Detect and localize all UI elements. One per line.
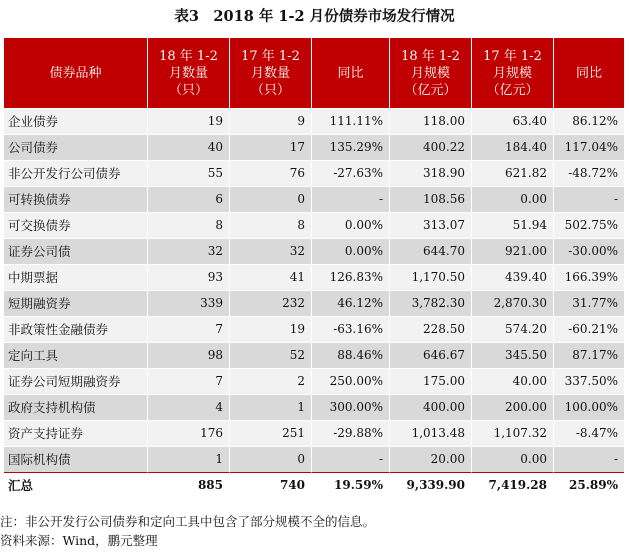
total-value-cell: 7,419.28 bbox=[472, 472, 554, 498]
bond-type-cell: 公司债券 bbox=[4, 134, 148, 160]
total-label-cell: 汇总 bbox=[4, 472, 148, 498]
value-cell: 1,170.50 bbox=[390, 264, 472, 290]
value-cell: 118.00 bbox=[390, 108, 472, 134]
value-cell: 31.77% bbox=[554, 290, 624, 316]
column-header bbox=[230, 38, 312, 108]
column-header bbox=[4, 38, 148, 108]
value-cell: -63.16% bbox=[312, 316, 390, 342]
value-cell: 337.50% bbox=[554, 368, 624, 394]
column-header-line: （只） bbox=[250, 82, 290, 98]
column-header-line: 债券品种 bbox=[49, 65, 102, 81]
value-cell: 300.00% bbox=[312, 394, 390, 420]
value-cell: 0 bbox=[230, 186, 312, 212]
bond-type-cell: 企业债券 bbox=[4, 108, 148, 134]
value-cell: 17 bbox=[230, 134, 312, 160]
value-cell: - bbox=[554, 446, 624, 472]
value-cell: 644.70 bbox=[390, 238, 472, 264]
data-source: 资料来源：Wind，鹏元整理 bbox=[0, 533, 158, 548]
table-row bbox=[4, 420, 624, 446]
column-header bbox=[148, 38, 230, 108]
value-cell: -29.88% bbox=[312, 420, 390, 446]
value-cell: 313.07 bbox=[390, 212, 472, 238]
value-cell: 41 bbox=[230, 264, 312, 290]
table-title: 表3 2018 年 1-2 月份债券市场发行情况 bbox=[174, 8, 455, 25]
total-value-cell: 885 bbox=[148, 472, 230, 498]
value-cell: 76 bbox=[230, 160, 312, 186]
value-cell: 4 bbox=[148, 394, 230, 420]
value-cell: 88.46% bbox=[312, 342, 390, 368]
column-header bbox=[390, 38, 472, 108]
table-row bbox=[4, 290, 624, 316]
value-cell: 3,782.30 bbox=[390, 290, 472, 316]
bond-type-cell: 可交换债券 bbox=[4, 212, 148, 238]
value-cell: 87.17% bbox=[554, 342, 624, 368]
value-cell: 19 bbox=[230, 316, 312, 342]
table-header-row bbox=[4, 38, 624, 108]
value-cell: 55 bbox=[148, 160, 230, 186]
value-cell: 32 bbox=[230, 238, 312, 264]
value-cell: 9 bbox=[230, 108, 312, 134]
table-body bbox=[4, 108, 624, 498]
bond-type-cell: 中期票据 bbox=[4, 264, 148, 290]
value-cell: 6 bbox=[148, 186, 230, 212]
value-cell: -48.72% bbox=[554, 160, 624, 186]
value-cell: 32 bbox=[148, 238, 230, 264]
table-row bbox=[4, 316, 624, 342]
value-cell: 63.40 bbox=[472, 108, 554, 134]
column-header-line: 同比 bbox=[575, 65, 602, 81]
bond-type-cell: 资产支持证券 bbox=[4, 420, 148, 446]
value-cell: 184.40 bbox=[472, 134, 554, 160]
value-cell: 40.00 bbox=[472, 368, 554, 394]
column-header-line: 17 年 1-2 bbox=[241, 48, 300, 64]
value-cell: -60.21% bbox=[554, 316, 624, 342]
value-cell: 574.20 bbox=[472, 316, 554, 342]
table-row bbox=[4, 368, 624, 394]
value-cell: 1 bbox=[148, 446, 230, 472]
value-cell: 251 bbox=[230, 420, 312, 446]
table-row bbox=[4, 160, 624, 186]
total-row bbox=[4, 472, 624, 498]
value-cell: 52 bbox=[230, 342, 312, 368]
table-row bbox=[4, 134, 624, 160]
value-cell: 51.94 bbox=[472, 212, 554, 238]
value-cell: 175.00 bbox=[390, 368, 472, 394]
value-cell: 318.90 bbox=[390, 160, 472, 186]
value-cell: 0.00 bbox=[472, 446, 554, 472]
value-cell: 232 bbox=[230, 290, 312, 316]
value-cell: 200.00 bbox=[472, 394, 554, 420]
table-row bbox=[4, 446, 624, 472]
column-header-line: 18 年 1-2 bbox=[159, 48, 218, 64]
total-value-cell: 740 bbox=[230, 472, 312, 498]
value-cell: -30.00% bbox=[554, 238, 624, 264]
value-cell: 0.00% bbox=[312, 238, 390, 264]
value-cell: 40 bbox=[148, 134, 230, 160]
table-row bbox=[4, 212, 624, 238]
value-cell: 108.56 bbox=[390, 186, 472, 212]
value-cell: 646.67 bbox=[390, 342, 472, 368]
column-header-line: 同比 bbox=[337, 65, 364, 81]
value-cell: -8.47% bbox=[554, 420, 624, 446]
footnote: 注：非公开发行公司债券和定向工具中包含了部分规模不全的信息。 bbox=[0, 514, 376, 529]
value-cell: 8 bbox=[148, 212, 230, 238]
column-header bbox=[312, 38, 390, 108]
value-cell: - bbox=[554, 186, 624, 212]
value-cell: -27.63% bbox=[312, 160, 390, 186]
column-header-line: 月数量 bbox=[168, 65, 208, 81]
value-cell: - bbox=[312, 186, 390, 212]
value-cell: 228.50 bbox=[390, 316, 472, 342]
value-cell: 502.75% bbox=[554, 212, 624, 238]
value-cell: 250.00% bbox=[312, 368, 390, 394]
value-cell: 921.00 bbox=[472, 238, 554, 264]
bond-type-cell: 政府支持机构债 bbox=[4, 394, 148, 420]
value-cell: 7 bbox=[148, 368, 230, 394]
value-cell: 8 bbox=[230, 212, 312, 238]
table-row bbox=[4, 108, 624, 134]
value-cell: 20.00 bbox=[390, 446, 472, 472]
total-value-cell: 19.59% bbox=[312, 472, 390, 498]
column-header-line: （只） bbox=[168, 82, 208, 98]
value-cell: 0 bbox=[230, 446, 312, 472]
value-cell: 439.40 bbox=[472, 264, 554, 290]
value-cell: 2,870.30 bbox=[472, 290, 554, 316]
column-header bbox=[554, 38, 624, 108]
value-cell: 46.12% bbox=[312, 290, 390, 316]
bond-type-cell: 非政策性金融债券 bbox=[4, 316, 148, 342]
value-cell: 621.82 bbox=[472, 160, 554, 186]
column-header-line: （亿元） bbox=[486, 82, 539, 98]
value-cell: 93 bbox=[148, 264, 230, 290]
table-row bbox=[4, 238, 624, 264]
value-cell: 7 bbox=[148, 316, 230, 342]
value-cell: 100.00% bbox=[554, 394, 624, 420]
bond-type-cell: 可转换债券 bbox=[4, 186, 148, 212]
table-row bbox=[4, 264, 624, 290]
value-cell: 0.00% bbox=[312, 212, 390, 238]
table-row bbox=[4, 394, 624, 420]
column-header-line: 17 年 1-2 bbox=[483, 48, 542, 64]
bond-type-cell: 定向工具 bbox=[4, 342, 148, 368]
total-value-cell: 9,339.90 bbox=[390, 472, 472, 498]
value-cell: 98 bbox=[148, 342, 230, 368]
bond-type-cell: 非公开发行公司债券 bbox=[4, 160, 148, 186]
column-header-line: 月规模 bbox=[492, 65, 532, 81]
value-cell: 2 bbox=[230, 368, 312, 394]
value-cell: 1,107.32 bbox=[472, 420, 554, 446]
value-cell: 400.00 bbox=[390, 394, 472, 420]
value-cell: 339 bbox=[148, 290, 230, 316]
value-cell: 126.83% bbox=[312, 264, 390, 290]
bond-type-cell: 国际机构债 bbox=[4, 446, 148, 472]
bond-issuance-table bbox=[4, 38, 624, 498]
total-value-cell: 25.89% bbox=[554, 472, 624, 498]
value-cell: 135.29% bbox=[312, 134, 390, 160]
value-cell: 1,013.48 bbox=[390, 420, 472, 446]
table-row bbox=[4, 342, 624, 368]
column-header-line: 18 年 1-2 bbox=[401, 48, 460, 64]
value-cell: 0.00 bbox=[472, 186, 554, 212]
value-cell: 19 bbox=[148, 108, 230, 134]
value-cell: 345.50 bbox=[472, 342, 554, 368]
table-row bbox=[4, 186, 624, 212]
bond-type-cell: 证券公司短期融资券 bbox=[4, 368, 148, 394]
value-cell: 111.11% bbox=[312, 108, 390, 134]
column-header-line: （亿元） bbox=[404, 82, 457, 98]
column-header-line: 月规模 bbox=[410, 65, 450, 81]
bond-type-cell: 证券公司债 bbox=[4, 238, 148, 264]
table-notes bbox=[0, 512, 629, 550]
column-header bbox=[472, 38, 554, 108]
bond-type-cell: 短期融资券 bbox=[4, 290, 148, 316]
value-cell: - bbox=[312, 446, 390, 472]
value-cell: 176 bbox=[148, 420, 230, 446]
value-cell: 166.39% bbox=[554, 264, 624, 290]
value-cell: 86.12% bbox=[554, 108, 624, 134]
value-cell: 117.04% bbox=[554, 134, 624, 160]
value-cell: 1 bbox=[230, 394, 312, 420]
column-header-line: 月数量 bbox=[250, 65, 290, 81]
value-cell: 400.22 bbox=[390, 134, 472, 160]
